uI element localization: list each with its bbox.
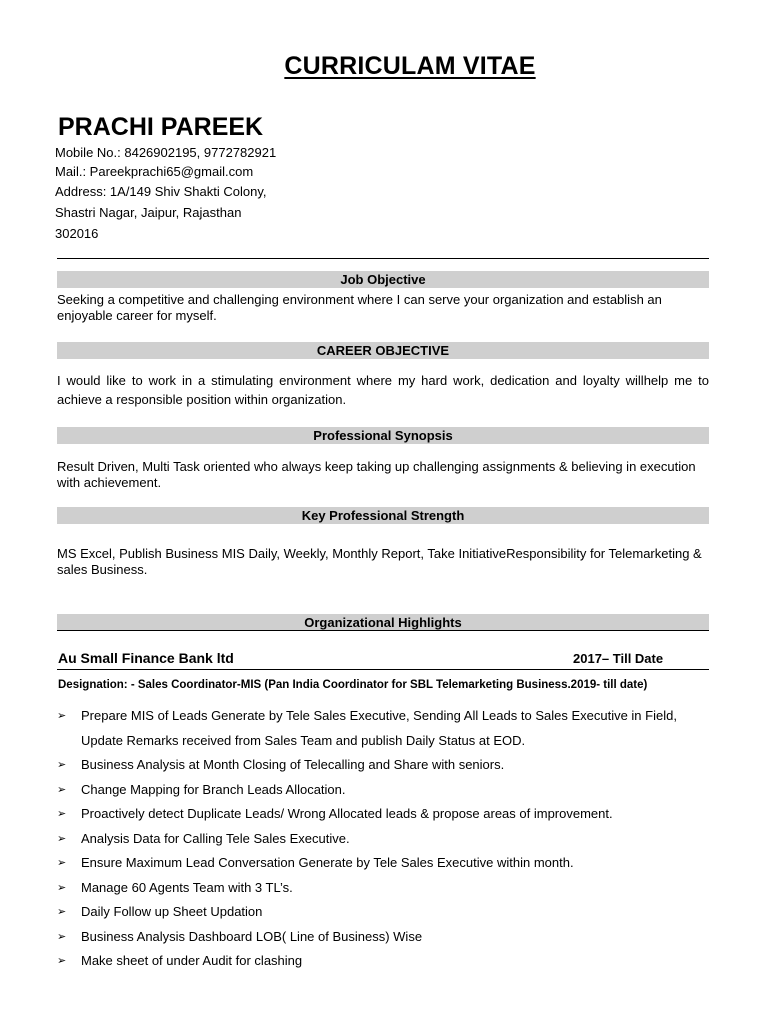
- duty-item: [56, 704, 716, 753]
- duty-item: [56, 876, 716, 901]
- header-divider: [57, 258, 709, 259]
- duty-text: Proactively detect Duplicate Leads/ Wrong Allocated leads & propose areas of improvement.: [81, 806, 613, 821]
- employment-period: 2017– Till Date: [573, 651, 664, 666]
- duty-item: [56, 900, 716, 925]
- document-title: CURRICULAM VITAE: [284, 52, 536, 80]
- contact-address-line-2: Shastri Nagar, Jaipur, Rajasthan: [55, 205, 242, 220]
- duty-item: [56, 778, 716, 803]
- arrow-bullet-icon: ➢: [57, 881, 67, 894]
- duty-item: [56, 802, 716, 827]
- designation: Designation: - Sales Coordinator-MIS (Pan India Coordinator for SBL Telemarketing Business.2019- till date): [58, 679, 648, 691]
- arrow-bullet-icon: ➢: [57, 832, 67, 845]
- contact-email: Mail.: Pareekprachi65@gmail.com: [55, 164, 254, 179]
- duty-text: Daily Follow up Sheet Updation: [81, 904, 263, 919]
- arrow-bullet-icon: ➢: [57, 857, 67, 869]
- duty-text: Business Analysis Dashboard LOB( Line of Business) Wise: [81, 928, 423, 944]
- duty-text: Business Analysis at Month Closing of Telecalling and Share with seniors.: [81, 757, 505, 772]
- company-name: Au Small Finance Bank ltd: [58, 650, 234, 666]
- key-strength-text: MS Excel, Publish Business MIS Daily, Weekly, Monthly Report, Take InitiativeResponsibility for Telemarketing & sales Business.: [57, 546, 702, 577]
- contact-address-line-1: Address: 1A/149 Shiv Shakti Colony,: [55, 184, 267, 199]
- job-objective-text: Seeking a competitive and challenging environment where I can serve your organization and establish an enjoyable career for myself.: [57, 292, 662, 323]
- duty-item: [56, 827, 716, 852]
- professional-synopsis-text: Result Driven, Multi Task oriented who always keep taking up challenging assignments & believing in execution with achievement.: [57, 459, 696, 490]
- arrow-bullet-icon: ➢: [57, 808, 67, 820]
- career-objective-text: I would like to work in a stimulating environment where my hard work, dedication and loyalty willhelp me to achieve a responsible position within organization.: [57, 373, 709, 407]
- org-highlights-divider: [57, 630, 709, 631]
- professional-synopsis-heading: Professional Synopsis: [57, 427, 709, 444]
- contact-pincode: 302016: [55, 226, 99, 241]
- duty-text: Prepare MIS of Leads Generate by Tele Sales Executive, Sending All Leads to Sales Executive in Field, Update Remarks received from Sales Team and publish Daily Status at EOD.: [81, 708, 677, 748]
- duty-item: [56, 925, 716, 950]
- key-strength-heading: Key Professional Strength: [57, 507, 709, 524]
- duty-text: Make sheet of under Audit for clashing: [81, 953, 303, 968]
- career-objective-heading: CAREER OBJECTIVE: [57, 342, 709, 359]
- arrow-bullet-icon: ➢: [57, 930, 67, 943]
- arrow-bullet-icon: ➢: [57, 710, 67, 722]
- duties-list: [56, 704, 716, 974]
- duty-item: [56, 949, 716, 974]
- duty-item: [56, 753, 716, 778]
- contact-mobile: Mobile No.: 8426902195, 9772782921: [55, 145, 277, 160]
- arrow-bullet-icon: ➢: [57, 906, 67, 918]
- job-objective-heading: Job Objective: [57, 271, 709, 288]
- arrow-bullet-icon: ➢: [57, 955, 67, 967]
- arrow-bullet-icon: ➢: [57, 783, 67, 796]
- duty-text: Manage 60 Agents Team with 3 TL’s.: [81, 879, 293, 895]
- org-highlights-heading: Organizational Highlights: [57, 614, 709, 631]
- candidate-name: PRACHI PAREEK: [58, 113, 264, 141]
- duty-text: Ensure Maximum Lead Conversation Generate by Tele Sales Executive within month.: [81, 855, 574, 870]
- company-divider: [57, 669, 709, 670]
- arrow-bullet-icon: ➢: [57, 759, 67, 771]
- duty-item: [56, 851, 716, 876]
- duty-text: Change Mapping for Branch Leads Allocation.: [81, 781, 346, 797]
- duty-text: Analysis Data for Calling Tele Sales Executive.: [81, 830, 350, 846]
